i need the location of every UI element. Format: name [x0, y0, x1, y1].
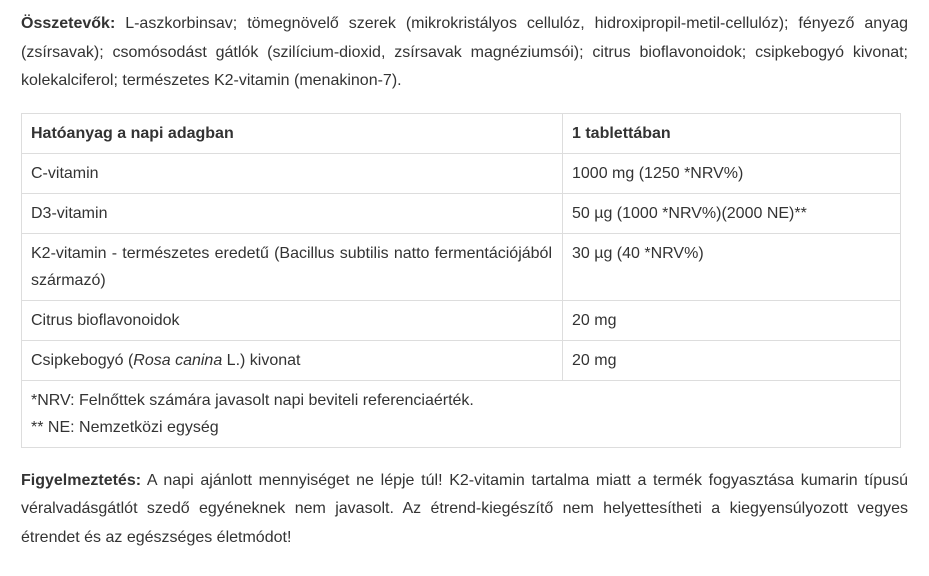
rosehip-latin-name: Rosa canina	[133, 351, 223, 369]
row-name-vitamin-c: C-vitamin	[22, 153, 563, 193]
note-nrv: *NRV: Felnőttek számára javasolt napi beviteli referenciaérték.	[31, 391, 474, 409]
warning-paragraph	[21, 467, 908, 553]
header-per-tablet: 1 tablettában	[563, 113, 901, 153]
table-notes-row	[22, 380, 901, 447]
ingredients-label: Összetevők:	[21, 15, 116, 32]
rosehip-name-prefix: Csipkebogyó (	[31, 351, 134, 369]
row-name-citrus-bioflavonoids: Citrus bioflavonoidok	[22, 300, 563, 340]
row-name-vitamin-d3: D3-vitamin	[22, 193, 563, 233]
table-row	[22, 340, 901, 380]
nutrition-table	[21, 113, 901, 448]
table-row	[22, 233, 901, 300]
row-name-vitamin-k2: K2-vitamin - természetes eredetű (Bacillus subtilis natto fermentációjából származó)	[22, 233, 563, 300]
table-row	[22, 300, 901, 340]
table-row	[22, 153, 901, 193]
header-active-ingredient: Hatóanyag a napi adagban	[22, 113, 563, 153]
warning-label: Figyelmeztetés:	[21, 471, 142, 489]
row-value-vitamin-c: 1000 mg (1250 *NRV%)	[563, 153, 901, 193]
row-name-rosehip-extract	[22, 340, 563, 380]
ingredients-paragraph	[21, 10, 908, 96]
table-header-row	[22, 113, 901, 153]
ingredients-text: L-aszkorbinsav; tömegnövelő szerek (mikrokristályos cellulóz, hidroxipropil-metil-cellulóz); fényező anyag (zsírsavak); csomósodást gátlók (szilícium-dioxid, zsírsavak magnéziumsói); citrus bioflavonoidok; csipkebogyó kivonat; kolekalciferol; természetes K2-vitamin (menakinon-7).	[21, 15, 908, 89]
row-value-citrus-bioflavonoids: 20 mg	[563, 300, 901, 340]
rosehip-name-suffix: L.) kivonat	[222, 351, 301, 369]
warning-text: A napi ajánlott mennyiséget ne lépje túl! K2-vitamin tartalma miatt a termék fogyasztása kumarin típusú véralvadásgátlót szedő egyéneknek nem javasolt. Az étrend-kiegészítő nem helyettesítheti a kiegyensúlyozott vegyes étrendet és az egészséges életmódot!	[21, 471, 908, 546]
note-ne: ** NE: Nemzetközi egység	[31, 418, 219, 436]
row-value-rosehip-extract: 20 mg	[563, 340, 901, 380]
table-notes	[22, 380, 901, 447]
table-row	[22, 193, 901, 233]
row-value-vitamin-d3: 50 µg (1000 *NRV%)(2000 NE)**	[563, 193, 901, 233]
row-value-vitamin-k2: 30 µg (40 *NRV%)	[563, 233, 901, 300]
